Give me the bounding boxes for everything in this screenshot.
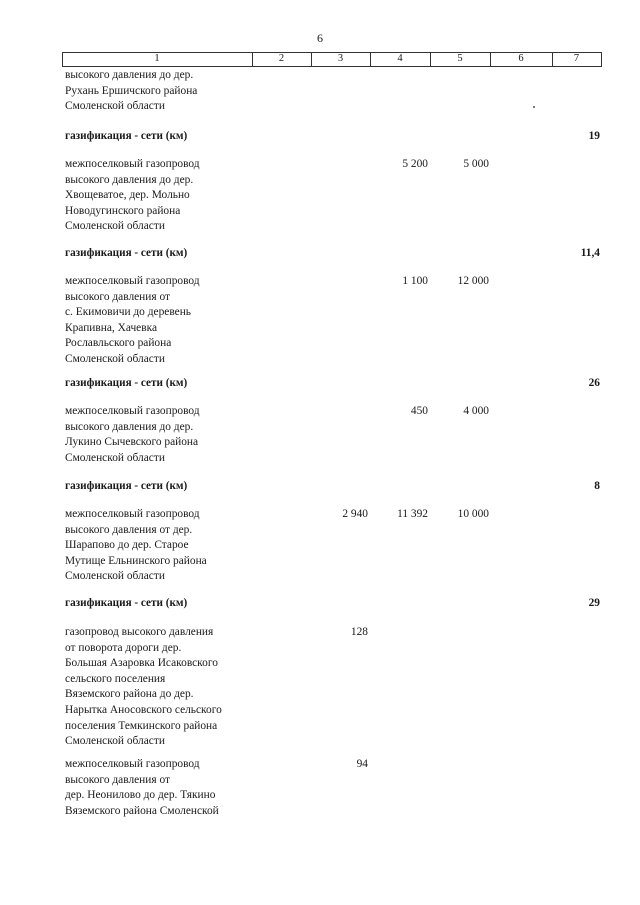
text-line: Нарытка Аносовского сельского <box>65 703 222 716</box>
value-col5: 5 000 <box>463 158 489 170</box>
text-line: Вяземского района Смоленской <box>65 804 219 817</box>
text-line: Вяземского района до дер. <box>65 688 194 701</box>
text-line: поселения Темкинского района <box>65 719 218 732</box>
value-col4: 450 <box>410 405 428 417</box>
column-number: 5 <box>457 53 463 64</box>
column-number: 1 <box>154 53 160 64</box>
text-line: высокого давления от <box>65 290 170 303</box>
object-description <box>65 68 255 115</box>
text-line: Смоленской области <box>65 220 165 233</box>
column-divider <box>601 52 602 66</box>
text-line: высокого давления до дер. <box>65 173 194 186</box>
text-line: межпоселковый газопровод <box>65 758 200 770</box>
length-total: 29 <box>588 597 600 609</box>
object-description <box>65 625 255 750</box>
text-line: сельского поселения <box>65 672 166 685</box>
text-line: Шарапово до дер. Старое <box>65 539 189 552</box>
text-line: межпоселковый газопровод <box>65 275 200 287</box>
text-line: Большая Азаровка Исаковского <box>65 657 218 670</box>
column-number: 6 <box>518 53 524 64</box>
length-total: 26 <box>588 377 600 389</box>
section-heading: газификация - сети (км) <box>65 480 188 492</box>
text-line: газопровод высокого давления <box>65 626 214 638</box>
text-line: от поворота дороги дер. <box>65 641 182 654</box>
object-description <box>65 404 255 466</box>
column-number: 3 <box>337 53 344 64</box>
column-number: 7 <box>573 53 580 64</box>
text-line: Мутище Ельнинского района <box>65 554 207 567</box>
text-line: Хвощеватое, дер. Мольно <box>65 189 190 202</box>
scan-speck <box>533 106 535 108</box>
header-bottom-rule <box>62 66 602 67</box>
text-line: межпоселковый газопровод <box>65 405 200 417</box>
text-line: высокого давления от <box>65 773 170 786</box>
length-total: 11,4 <box>580 247 600 259</box>
section-heading: газификация - сети (км) <box>65 130 188 142</box>
text-line: дер. Неонилово до дер. Тякино <box>65 789 216 802</box>
object-description <box>65 507 255 585</box>
text-line: Смоленской области <box>65 100 165 113</box>
text-line: Новодугинского района <box>65 204 181 217</box>
text-line: Крапивна, Хачевка <box>65 321 158 334</box>
section-heading: газификация - сети (км) <box>65 247 188 259</box>
text-line: межпоселковый газопровод <box>65 508 200 520</box>
text-line: Смоленской области <box>65 352 165 365</box>
text-line: высокого давления до дер. <box>65 420 194 433</box>
text-line: Лукино Сычевского района <box>65 436 199 449</box>
value-col4: 5 200 <box>402 158 428 170</box>
length-total: 19 <box>588 130 600 142</box>
text-line: с. Екимовичи до деревень <box>65 306 191 319</box>
object-description <box>65 157 255 235</box>
length-total: 8 <box>594 480 600 492</box>
value-col3: 2 940 <box>342 508 368 520</box>
text-line: Рославльского района <box>65 337 172 350</box>
section-heading: газификация - сети (км) <box>65 377 188 389</box>
text-line: Рухань Ершичского района <box>65 84 198 97</box>
text-line: межпоселковый газопровод <box>65 158 200 170</box>
section-heading: газификация - сети (км) <box>65 597 188 609</box>
page-number: 6 <box>317 31 323 45</box>
value-col4: 11 392 <box>397 508 428 520</box>
object-description <box>65 757 255 819</box>
text-line: Смоленской области <box>65 570 165 583</box>
text-line: высокого давления от дер. <box>65 523 193 536</box>
value-col5: 10 000 <box>457 508 489 520</box>
value-col3: 94 <box>356 758 368 770</box>
column-header-row <box>62 52 602 66</box>
object-description <box>65 274 255 368</box>
column-number: 4 <box>397 53 403 64</box>
column-number: 2 <box>278 53 285 64</box>
value-col5: 12 000 <box>457 275 489 287</box>
text-line: высокого давления до дер. <box>65 69 194 81</box>
text-line: Смоленской области <box>65 451 165 464</box>
value-col4: 1 100 <box>402 275 428 287</box>
value-col3: 128 <box>350 626 368 638</box>
text-line: Смоленской области <box>65 735 165 748</box>
value-col5: 4 000 <box>463 405 489 417</box>
